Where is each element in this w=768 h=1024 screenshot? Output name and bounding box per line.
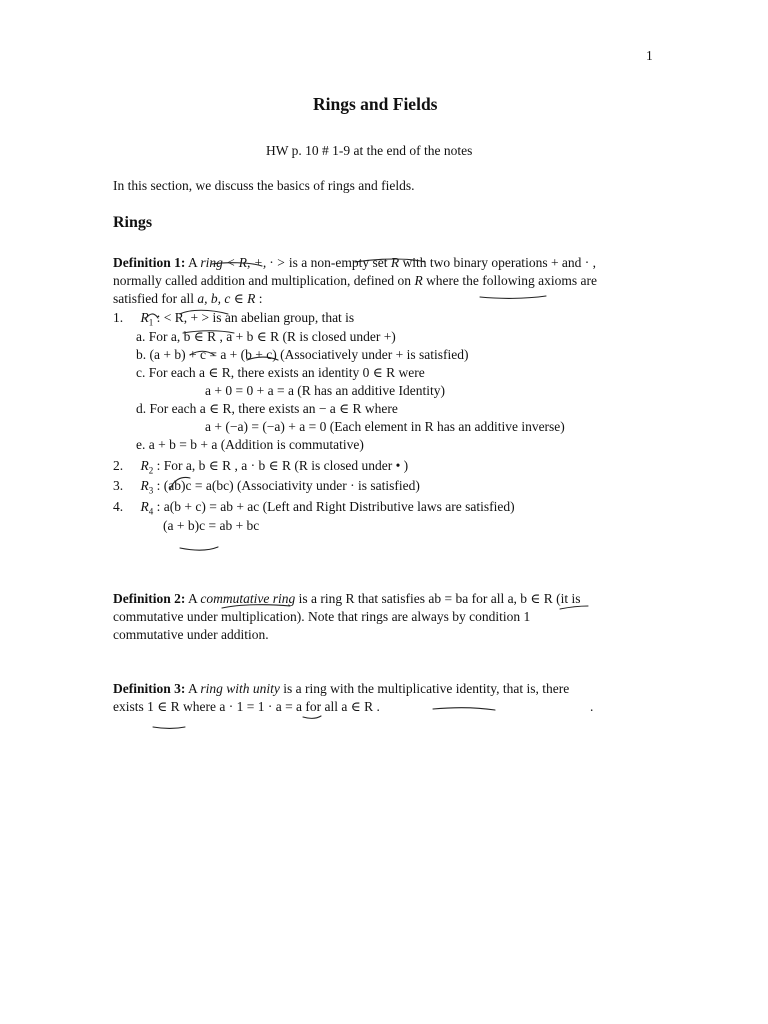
axiom-symbol: R	[140, 310, 149, 325]
math: R	[414, 273, 423, 288]
definition-3-line-1	[113, 681, 569, 697]
axiom-symbol: R	[140, 478, 149, 493]
text: satisfied for all	[113, 291, 198, 306]
underline-exists-stroke	[153, 727, 185, 729]
section-heading-rings: Rings	[113, 214, 153, 231]
text: is a ring with the multiplicative identity, that is, there	[279, 681, 570, 696]
axiom-text: : < R, + > is an abelian group, that is	[153, 310, 355, 325]
definition-2-label: Definition 2:	[113, 591, 186, 606]
list-number: 1.	[113, 310, 124, 325]
axiom-r1	[113, 310, 354, 331]
definition-1-line-2	[113, 273, 597, 289]
text: normally called addition and multiplication, defined on	[113, 273, 415, 288]
definition-1-line-1	[113, 255, 596, 271]
homework-note: HW p. 10 # 1-9 at the end of the notes	[266, 143, 473, 158]
text: A	[185, 591, 201, 606]
axiom-symbol: R	[140, 458, 149, 473]
definition-3-line-2: exists 1 ∈ R where a · 1 = 1 · a = a for all a ∈ R .	[113, 699, 380, 714]
list-number: 2.	[113, 458, 124, 473]
axiom-r1-b: b. (a + b) + c = a + (b + c) (Associatively under + is satisfied)	[136, 347, 469, 362]
axiom-r1-d-equation: a + (−a) = (−a) + a = 0 (Each element in R has an additive inverse)	[205, 419, 565, 434]
axiom-r1-a: a. For a, b ∈ R , a + b ∈ R (R is closed under +)	[136, 329, 396, 344]
axiom-text: : (ab)c = a(bc) (Associativity under · is satisfied)	[153, 478, 420, 493]
math: a, b, c ∈ R	[197, 291, 256, 306]
math: < R, +, · >	[222, 255, 286, 270]
axiom-r1-e: e. a + b = b + a (Addition is commutative)	[136, 437, 364, 452]
term-ring: ring	[200, 255, 223, 270]
definition-2-line-2: commutative under multiplication). Note that rings are always by condition 1	[113, 609, 531, 624]
text: A	[185, 255, 201, 270]
definition-1-line-3	[113, 291, 262, 307]
definition-2-line-1	[113, 591, 581, 607]
intro-paragraph: In this section, we discuss the basics of rings and fields.	[113, 178, 415, 193]
text: :	[255, 291, 263, 306]
list-number: 3.	[113, 478, 124, 493]
page-number: 1	[646, 48, 653, 63]
axiom-subscript: 1	[148, 317, 154, 328]
math: R	[390, 255, 400, 270]
list-number: 4.	[113, 499, 124, 514]
axiom-r1-c: c. For each a ∈ R, there exists an identity 0 ∈ R were	[136, 365, 425, 380]
text: A	[185, 681, 201, 696]
axiom-text: : a(b + c) = ab + ac (Left and Right Distributive laws are satisfied)	[153, 499, 515, 514]
text: is a ring R that satisfies ab = ba for all a, b ∈ R (it is	[295, 591, 581, 606]
axiom-text: : For a, b ∈ R , a · b ∈ R (R is closed under • )	[153, 458, 409, 473]
axiom-subscript: 4	[148, 506, 154, 517]
underline-following-stroke	[480, 296, 546, 298]
definition-3-label: Definition 3:	[113, 681, 186, 696]
underline-distributive-stroke	[180, 547, 218, 550]
axiom-symbol: R	[140, 499, 149, 514]
underline-extra-stroke	[433, 708, 495, 710]
axiom-subscript: 2	[148, 465, 154, 476]
definition-3-trailing-dot: .	[590, 699, 594, 714]
text: with two binary operations + and · ,	[399, 255, 597, 270]
axiom-r1-d: d. For each a ∈ R, there exists an − a ∈ R where	[136, 401, 398, 416]
page-title: Rings and Fields	[313, 94, 438, 114]
axiom-r3	[113, 478, 420, 499]
definition-1-label: Definition 1:	[113, 255, 186, 270]
axiom-r4-right-distributive: (a + b)c = ab + bc	[163, 518, 260, 533]
text: where the following axioms are	[422, 273, 598, 288]
definition-2-line-3: commutative under addition.	[113, 627, 269, 642]
axiom-r4	[113, 499, 515, 520]
text: is a non-empty set	[285, 255, 391, 270]
underline-a-stroke	[303, 716, 321, 718]
axiom-r2	[113, 458, 408, 479]
term-ring-with-unity: ring with unity	[200, 681, 280, 696]
term-commutative-ring: commutative ring	[200, 591, 296, 606]
axiom-subscript: 3	[148, 485, 154, 496]
axiom-r1-c-equation: a + 0 = 0 + a = a (R has an additive Identity)	[205, 383, 446, 398]
